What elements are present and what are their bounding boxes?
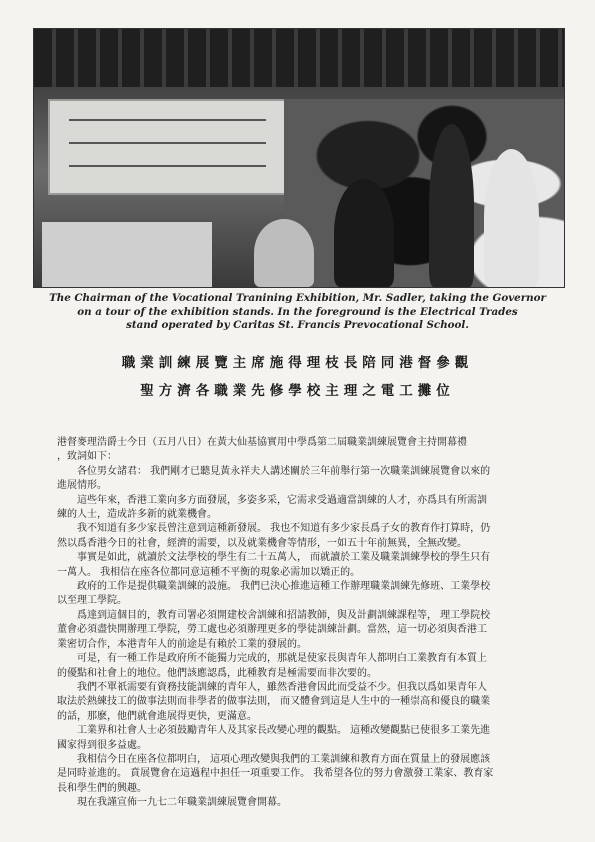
photo-person: [429, 124, 474, 287]
article-line: 取法於熱練技工的做事法則而非學者的做事法則， 而又體會到這是人生中的一種崇高和優良的職業: [57, 696, 491, 708]
photo-person: [254, 219, 314, 287]
article-line: 政府的工作是提供職業訓練的設施。 我們已決心推進這種工作辦理職業訓練先修班、工業學校: [77, 581, 491, 593]
article-line: 國家得到很多益處。: [57, 739, 147, 751]
caption-line: on a tour of the exhibition stands. In the foreground is the Electrical Trades: [77, 305, 518, 318]
article-line: 我相信今日在座各位都明白， 這項心理改變與我們的工業訓練和教育方面在質量上的發展應該: [77, 753, 491, 765]
article-line: 工業界和社會人士必須鼓勵青年人及其家長改變心理的觀點。 這種改變觀點已使很多工業先進: [77, 725, 491, 737]
article-line: 的優點和社會上的地位。他們該應認爲，此種教育是極需要而非次要的。: [57, 667, 377, 679]
chinese-caption-line: 聖方濟各職業先修學校主理之電工攤位: [140, 383, 455, 399]
caption-line: stand operated by Caritas St. Francis Prevocational School.: [126, 319, 469, 331]
chinese-caption-line: 職業訓練展覽主席施得理枝長陪同港督參觀: [121, 355, 474, 371]
article-line: 進展情形。: [57, 480, 107, 492]
article-line: 可是，有一種工作是政府所不能獨力完成的，那就是使家長與青年人都明白工業教育有本質上: [77, 653, 487, 665]
article-line: 長和學生們的興趣。: [57, 782, 147, 794]
photo-ceiling: [34, 29, 564, 87]
caption-line: The Chairman of the Vocational Tranining Exhibition, Mr. Sadler, taking the Governor: [49, 292, 546, 304]
article-line: 一萬人。 我相信在座各位都同意這種不平衡的現象必需加以矯正的。: [57, 566, 361, 578]
photo-caption: [40, 292, 555, 333]
article-line: 我不知道有多少家長曾注意到這種新發展。 我也不知道有多少家長爲子女的教育作打算時，仍: [77, 523, 491, 535]
photo-person: [484, 149, 539, 287]
article-line: 的話，那麽，他們就會進展得更快，更滿意。: [57, 710, 257, 722]
article-line: 練的人士，造成許多新的就業機會。: [57, 509, 217, 521]
article-line: 我們不單祇需要有資務技能訓練的青年人，雖然香港會因此而受益不少。但我以爲如果青年人: [77, 681, 487, 693]
article-line: 業密切合作，本港青年人的前途是有賴於工業的發展的。: [57, 638, 307, 650]
article-line: 港督麥理浩爵士今日（五月八日）在黃大仙基協實用中學爲第二屆職業訓練展覽會主持開幕禮: [57, 437, 467, 448]
article-line: 爲達到這個目的，教育司署必須開建校舍訓練和招請教師，與及計劃訓練課程等， 理工學院校: [77, 609, 491, 621]
photo-person: [334, 179, 394, 287]
article-line: 是同時並進的。 賁展覽會在這過程中担任一項重要工作。 我希望各位的努力會激發工業家、教育家: [57, 768, 494, 780]
article-line: 現在我謹宣佈一九七二年職業訓練展覽會開幕。: [77, 797, 287, 809]
article-line: 這些年來，香港工業向多方面發展，多姿多采，它需求受過適當訓練的人才，亦爲具有所需訓: [77, 494, 487, 506]
speech-article: [57, 436, 552, 811]
photo-workbench: [42, 219, 212, 288]
article-line: 董會必須盡快開辦理工學院，勞工處也必須辦理更多的學徒訓練計劃。當然，這一切必須與香港工: [57, 624, 487, 636]
article-line: 各位男女諸君： 我們剛才已聽見黃永祥夫人講述關於三年前舉行第一次職業訓練展覽會以來的: [77, 465, 491, 477]
article-line: 然以爲香港今日的社會，經濟的需要，以及就業機會等情形，一如五十年前無異，全無改變。: [57, 537, 467, 549]
photo-electrical-panel: [48, 99, 287, 195]
exhibition-photo: [33, 28, 565, 288]
article-line: 以至理工學院。: [57, 595, 127, 607]
article-line: 事實是如此，就讀於文法學校的學生有二十五萬人， 而就讀於工業及職業訓練學校的學生只有: [77, 552, 491, 564]
article-line: ，致詞如下：: [57, 451, 117, 463]
